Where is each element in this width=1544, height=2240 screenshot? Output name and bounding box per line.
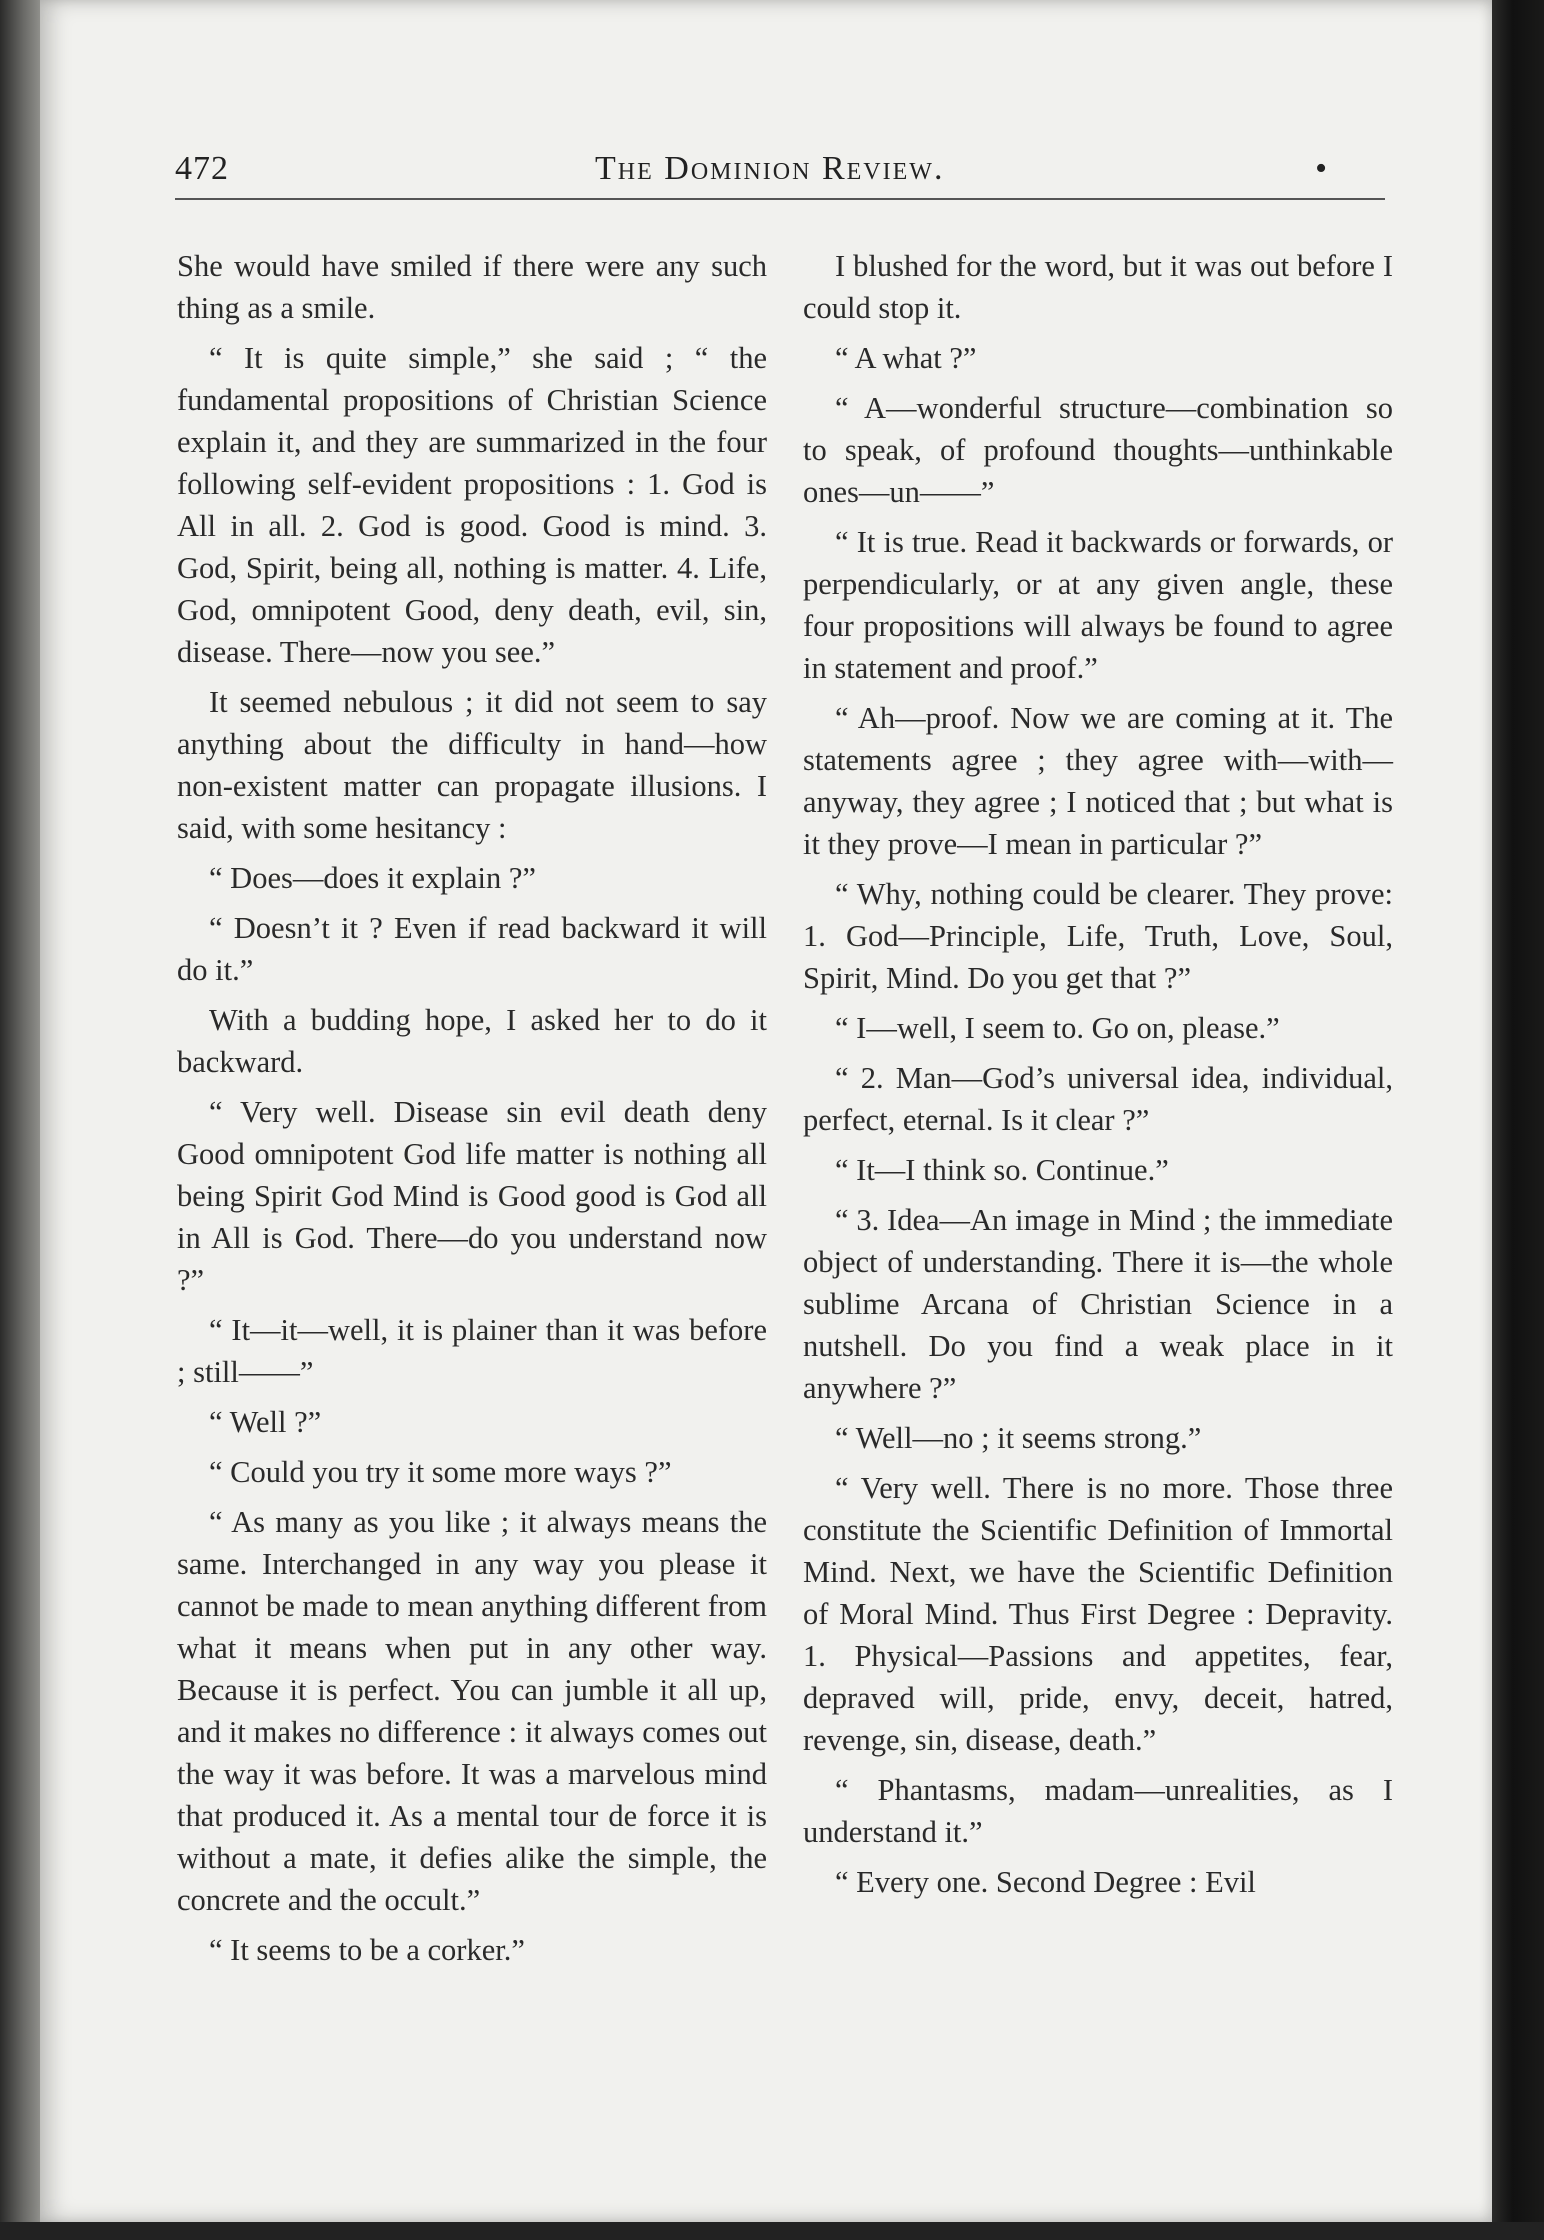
left-column bbox=[177, 245, 767, 1979]
paragraph: “ Does—does it explain ?” bbox=[209, 861, 536, 895]
paragraph: It seemed nebulous ; it did not seem to say anything about the difficulty in hand—how non-existent matter can propagate illusions. I said, with some hesitancy : bbox=[177, 685, 767, 845]
paragraph: “ It is quite simple,” she said ; “ the fundamental propositions of Christian Science explain it, and they are summarized in the four following self-evident propositions : 1. God is All in all. 2. God is good. Good is mind. 3. God, Spirit, being all, nothing is matter. 4. Life, God, omnipotent Good, deny death, evil, sin, disease. There—now you see.” bbox=[177, 341, 767, 669]
paragraph: “ Very well. There is no more. Those three constitute the Scientific Definition of Immortal Mind. Next, we have the Scientific Definition of Moral Mind. Thus First Degree : Depravity. 1. Physical—Passions and appetites, fear, depraved will, pride, envy, deceit, hatred, revenge, sin, disease, death.” bbox=[803, 1471, 1393, 1757]
paragraph: “ Why, nothing could be clearer. They prove: 1. God—Principle, Life, Truth, Love, Soul, Spirit, Mind. Do you get that ?” bbox=[803, 877, 1393, 995]
paragraph: “ Every one. Second Degree : Evil bbox=[835, 1865, 1256, 1899]
paragraph: “ 2. Man—God’s universal idea, individual, perfect, eternal. Is it clear ?” bbox=[803, 1061, 1393, 1137]
paragraph: She would have smiled if there were any such thing as a smile. bbox=[177, 249, 767, 325]
running-title: The Dominion Review. bbox=[595, 150, 945, 187]
page-number: 472 bbox=[175, 150, 229, 187]
right-column bbox=[803, 245, 1393, 1911]
paragraph: “ A what ?” bbox=[835, 341, 977, 375]
paragraph: I blushed for the word, but it was out before I could stop it. bbox=[803, 249, 1393, 325]
header-dot: • bbox=[1315, 150, 1327, 187]
paragraph: “ Doesn’t it ? Even if read backward it will do it.” bbox=[177, 911, 767, 987]
paragraph: “ It—it—well, it is plainer than it was before ; still——” bbox=[177, 1313, 767, 1389]
book-binding bbox=[0, 0, 40, 2240]
paragraph: “ I—well, I seem to. Go on, please.” bbox=[835, 1011, 1280, 1045]
paragraph: “ Ah—proof. Now we are coming at it. The statements agree ; they agree with—with—anyway, they agree ; I noticed that ; but what is it they prove—I mean in particular ?” bbox=[803, 701, 1393, 861]
paragraph: With a budding hope, I asked her to do it backward. bbox=[177, 1003, 767, 1079]
paragraph: “ It is true. Read it backwards or forwards, or perpendicularly, or at any given angle, these four propositions will always be found to agree in statement and proof.” bbox=[803, 525, 1393, 685]
paragraph: “ Very well. Disease sin evil death deny Good omnipotent God life matter is nothing all being Spirit God Mind is Good good is God all in All is God. There—do you understand now ?” bbox=[177, 1095, 767, 1297]
page-header bbox=[175, 150, 1385, 200]
paragraph: “ As many as you like ; it always means the same. Interchanged in any way you please it cannot be made to mean anything different from what it means when put in any other way. Because it is perfect. You can jumble it all up, and it makes no difference : it always comes out the way it was before. It was a marvelous mind that produced it. As a mental tour de force it is without a mate, it defies alike the simple, the concrete and the occult.” bbox=[177, 1505, 767, 1917]
paragraph: “ It seems to be a corker.” bbox=[209, 1933, 525, 1967]
paragraph: “ A—wonderful structure—combination so to speak, of profound thoughts—unthinkable ones—un——” bbox=[803, 391, 1393, 509]
paragraph: “ Well—no ; it seems strong.” bbox=[835, 1421, 1202, 1455]
paragraph: “ Well ?” bbox=[209, 1405, 322, 1439]
paragraph: “ Could you try it some more ways ?” bbox=[209, 1455, 672, 1489]
page-edge bbox=[1492, 0, 1544, 2240]
paragraph: “ 3. Idea—An image in Mind ; the immediate object of understanding. There it is—the whole sublime Arcana of Christian Science in a nutshell. Do you find a weak place in it anywhere ?” bbox=[803, 1203, 1393, 1405]
page-bottom-edge bbox=[0, 2222, 1544, 2240]
paragraph: “ It—I think so. Continue.” bbox=[835, 1153, 1169, 1187]
paragraph: “ Phantasms, madam—unrealities, as I understand it.” bbox=[803, 1773, 1393, 1849]
